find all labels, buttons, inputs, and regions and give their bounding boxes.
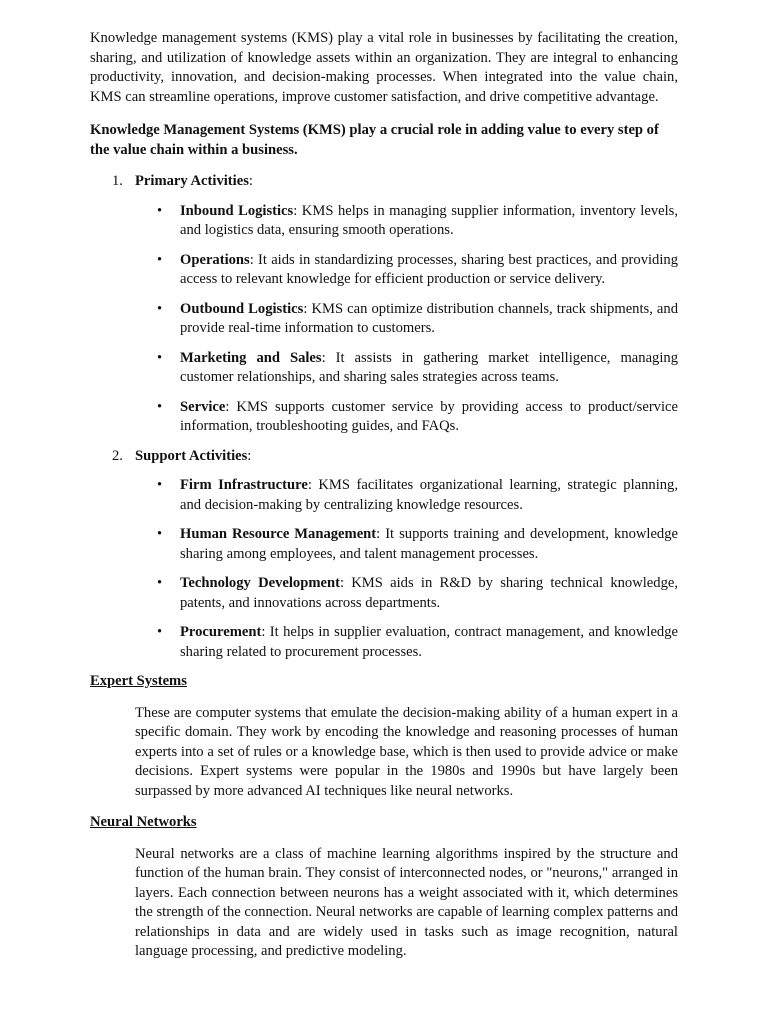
list-item: [90, 398, 678, 437]
list-item-text: : KMS aids in R&D by sharing technical knowledge, patents, and innovations across departments.: [180, 575, 679, 611]
value-chain-heading: Knowledge Management Systems (KMS) play a crucial role in adding value to every step of the value chain within a business.: [90, 122, 659, 158]
list-item-text: : It supports training and development, knowledge sharing among employees, and talent management processes.: [180, 526, 679, 562]
list-item-text: : It assists in gathering market intelligence, managing customer relationships, and sharing sales strategies across teams.: [180, 349, 678, 385]
bullet-icon: •: [157, 202, 163, 219]
list-number: 1.: [112, 173, 123, 189]
list-item-text: : KMS supports customer service by providing access to product/service information, troubleshooting guides, and FAQs.: [180, 398, 678, 434]
bullet-icon: •: [157, 624, 163, 640]
list-item-term: Procurement: [180, 624, 262, 640]
list-item-term: Firm Infrastructure: [180, 477, 308, 493]
list-item-term: Service: [180, 398, 226, 415]
bullet-icon: •: [157, 526, 163, 542]
bullet-icon: •: [157, 251, 163, 268]
list-item-term: Human Resource Management: [180, 526, 377, 542]
list-item-term: Technology Development: [180, 575, 340, 591]
support-activities-title: Support Activities: [135, 447, 248, 464]
primary-activities-list: [90, 202, 678, 437]
neural-networks-title: Neural Networks: [90, 814, 197, 830]
expert-systems-title: Expert Systems: [90, 673, 187, 689]
list-item: [90, 202, 678, 241]
list-number: 2.: [112, 447, 123, 464]
list-item-text: : KMS helps in managing supplier information, inventory levels, and logistics data, ensuring smooth operations.: [180, 202, 678, 238]
bullet-icon: •: [157, 398, 163, 415]
neural-networks-body: Neural networks are a class of machine learning algorithms inspired by the structure and function of the human brain. They consist of interconnected nodes, or "neurons," arranged in layers. Each connection between neurons has a weight associated with it, which determines the strength of the connection. Neural networks are capable of learning complex patterns and relationships in data and are widely used in tasks such as image recognition, natural language processing, and predictive modeling.: [135, 845, 679, 959]
support-activities-list: [90, 476, 678, 662]
list-item: [90, 300, 678, 339]
list-item-text: : KMS facilitates organizational learning, strategic planning, and decision-making by centralizing knowledge resources.: [180, 477, 678, 513]
list-item-text: : KMS can optimize distribution channels, track shipments, and provide real-time information to customers.: [180, 300, 679, 336]
expert-systems-body: These are computer systems that emulate the decision-making ability of a human expert in a specific domain. They work by encoding the knowledge and reasoning processes of human experts into a set of rules or a knowledge base, which is then used to provide advice or make decisions. Expert systems were popular in the 1980s and 1990s but have largely been surpassed by more advanced AI techniques like neural networks.: [135, 704, 678, 799]
list-item: [90, 251, 678, 290]
bullet-icon: •: [157, 477, 163, 493]
list-item-text: : It aids in standardizing processes, sharing best practices, and providing access to relevant knowledge for efficient production or service delivery.: [180, 251, 678, 287]
primary-activities-item: 1. Primary Activities:: [90, 172, 678, 192]
document-page: [90, 29, 678, 974]
intro-paragraph: Knowledge management systems (KMS) play a vital role in businesses by facilitating the creation, sharing, and utilization of knowledge assets within an organization. They are integral to enhancing productivity, innovation, and decision-making processes. When integrated into the value chain, KMS can streamline operations, improve customer satisfaction, and drive competitive advantage.: [90, 30, 678, 105]
bullet-icon: •: [157, 575, 163, 591]
list-item: [90, 525, 678, 564]
list-item: [90, 349, 678, 388]
list-item-text: : It helps in supplier evaluation, contract management, and knowledge sharing related to procurement processes.: [180, 624, 678, 660]
list-item-term: Inbound Logistics: [180, 202, 294, 219]
list-item: [90, 623, 678, 662]
list-item: [90, 476, 678, 515]
support-activities-item: 2. Support Activities:: [90, 447, 678, 467]
list-item-term: Operations: [180, 251, 250, 268]
list-item-term: Outbound Logistics: [180, 300, 304, 317]
list-item: [90, 574, 678, 613]
bullet-icon: •: [157, 349, 163, 366]
bullet-icon: •: [157, 300, 163, 317]
primary-activities-title: Primary Activities: [135, 173, 249, 189]
list-item-term: Marketing and Sales: [180, 349, 322, 366]
